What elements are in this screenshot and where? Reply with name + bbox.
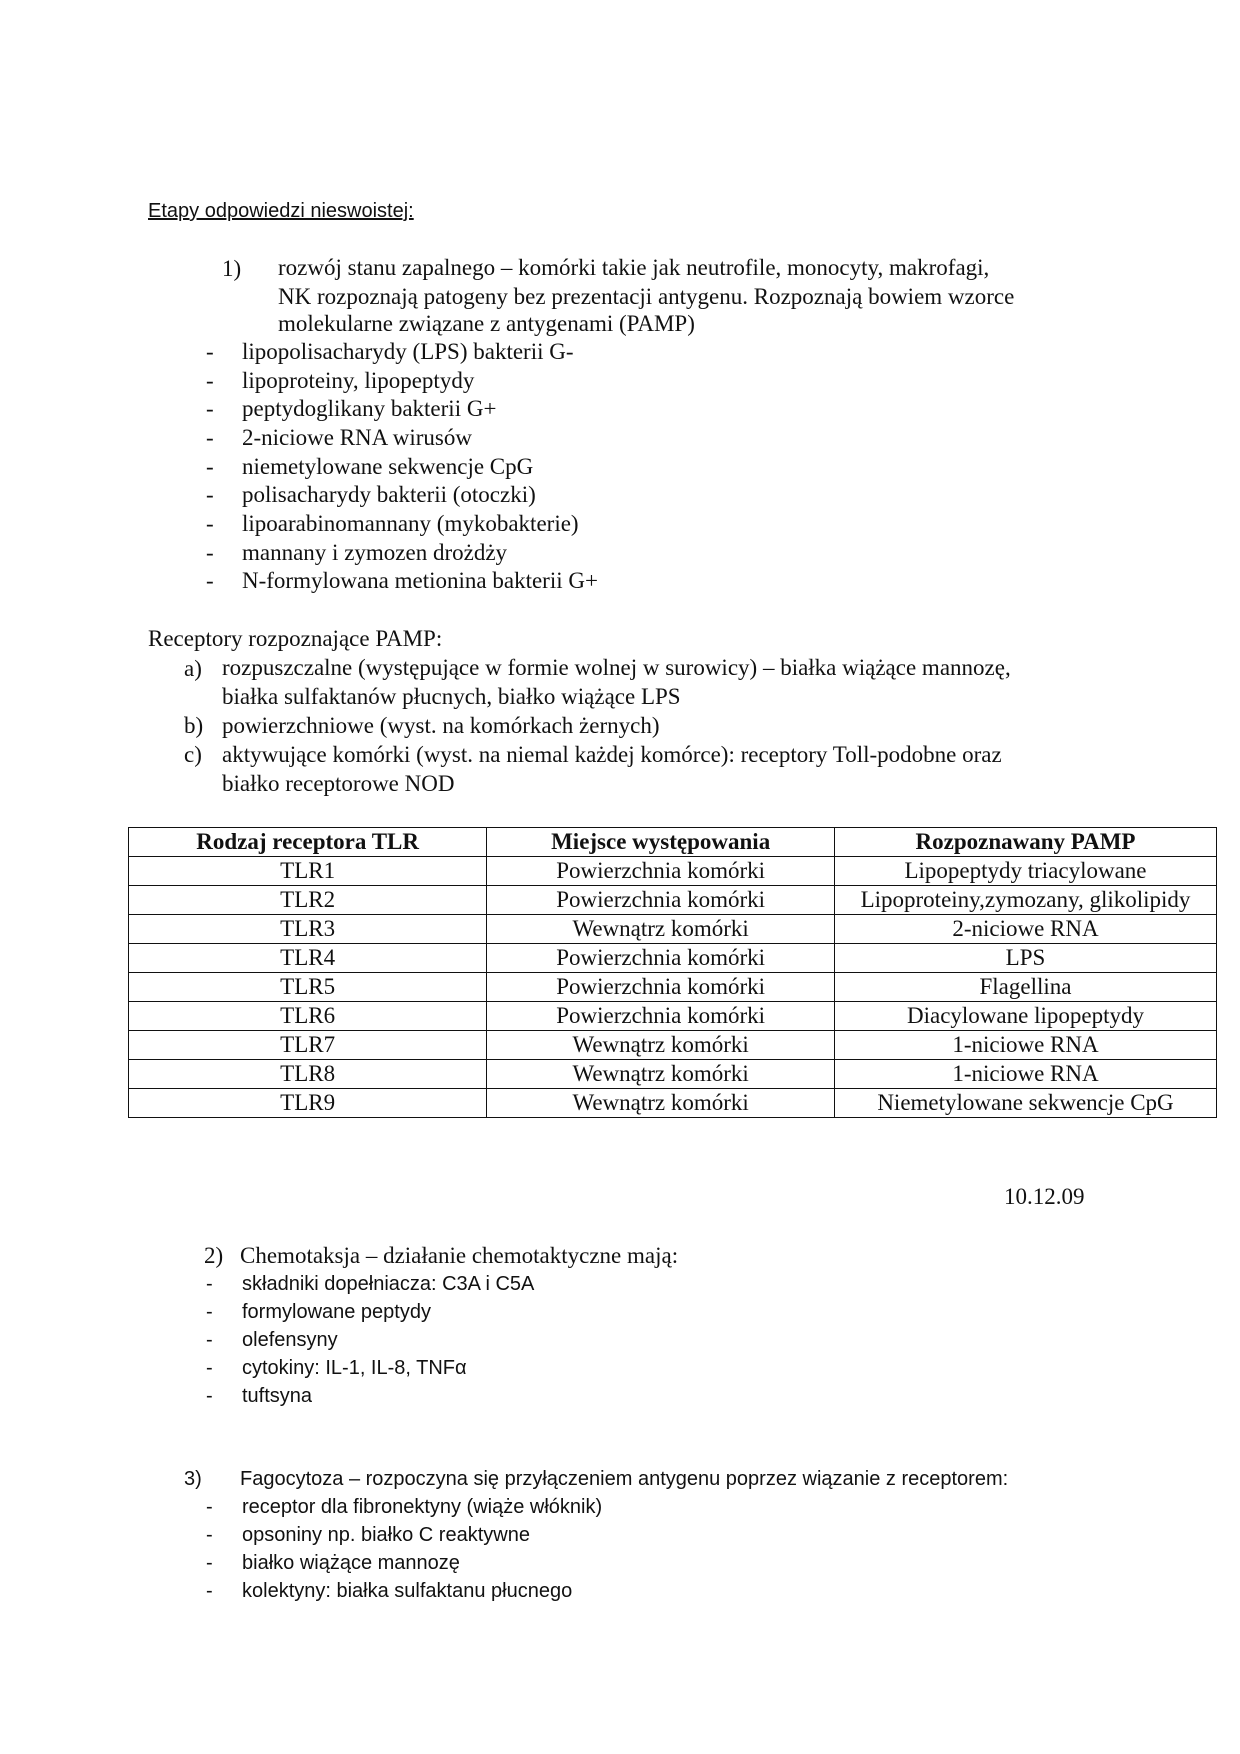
list-item-text: formylowane peptydy xyxy=(242,1301,431,1323)
dash-bullet: - xyxy=(206,1357,213,1379)
cell-pamp: Diacylowane lipopeptydy xyxy=(834,1002,1216,1031)
cell-location: Wewnątrz komórki xyxy=(487,915,835,944)
receptors-b-line-1: powierzchniowe (wyst. na komórkach żernych) xyxy=(222,713,660,738)
list-item-text: opsoniny np. białko C reaktywne xyxy=(242,1524,530,1546)
dash-bullet: - xyxy=(206,1496,213,1518)
section3-number: 3) xyxy=(184,1468,202,1490)
list-item-text: lipoarabinomannany (mykobakterie) xyxy=(242,511,579,536)
cell-pamp: LPS xyxy=(834,944,1216,973)
receptors-a-label: a) xyxy=(184,656,202,681)
cell-location: Wewnątrz komórki xyxy=(487,1031,835,1060)
table-row xyxy=(129,857,1217,886)
section2-title: Chemotaksja – działanie chemotaktyczne mają: xyxy=(240,1243,679,1268)
list-item-text: niemetylowane sekwencje CpG xyxy=(242,454,534,479)
list-item-text: peptydoglikany bakterii G+ xyxy=(242,396,497,421)
dash-bullet: - xyxy=(206,482,214,507)
dash-bullet: - xyxy=(206,339,214,364)
column-header-receptor-type: Rodzaj receptora TLR xyxy=(129,828,487,857)
receptors-c-line-1-text: aktywujące komórki (wyst. na niemal każdej komórce): receptory Toll-podobne oraz xyxy=(222,742,1002,767)
cell-location: Powierzchnia komórki xyxy=(487,973,835,1002)
cell-location: Powierzchnia komórki xyxy=(487,944,835,973)
cell-pamp: Flagellina xyxy=(834,973,1216,1002)
receptors-a-line-2: białka sulfaktanów płucnych, białko wiążące LPS xyxy=(222,684,681,709)
cell-pamp: 2-niciowe RNA xyxy=(834,915,1216,944)
cell-receptor: TLR9 xyxy=(129,1089,487,1118)
cell-pamp: 1-niciowe RNA xyxy=(834,1060,1216,1089)
table-row xyxy=(129,1060,1217,1089)
cell-location: Powierzchnia komórki xyxy=(487,886,835,915)
list-item-text: białko wiążące mannozę xyxy=(242,1552,460,1574)
cell-pamp: Lipopeptydy triacylowane xyxy=(834,857,1216,886)
section3-title: Fagocytoza – rozpoczyna się przyłączeniem antygenu poprzez wiązanie z receptorem: xyxy=(240,1468,1009,1490)
dash-bullet: - xyxy=(206,1552,213,1574)
cell-receptor: TLR3 xyxy=(129,915,487,944)
dash-bullet: - xyxy=(206,1385,213,1407)
cell-receptor: TLR4 xyxy=(129,944,487,973)
list-item-text: olefensyny xyxy=(242,1329,338,1351)
receptors-c-label: c) xyxy=(184,742,202,767)
page-heading: Etapy odpowiedzi nieswoistej: xyxy=(148,200,414,222)
table-header-row xyxy=(129,828,1217,857)
dash-bullet: - xyxy=(206,540,214,565)
dash-bullet: - xyxy=(206,568,214,593)
list-item-text: N-formylowana metionina bakterii G+ xyxy=(242,568,598,593)
list-item-text: lipoproteiny, lipopeptydy xyxy=(242,368,475,393)
dash-bullet: - xyxy=(206,511,214,536)
table-row xyxy=(129,1089,1217,1118)
cell-location: Powierzchnia komórki xyxy=(487,857,835,886)
cell-receptor: TLR2 xyxy=(129,886,487,915)
section1-line-2-text: NK rozpoznają patogeny bez prezentacji antygenu. Rozpoznają bowiem wzorce xyxy=(278,284,1015,309)
column-header-location: Miejsce występowania xyxy=(487,828,835,857)
cell-receptor: TLR1 xyxy=(129,857,487,886)
receptors-a-line-1 xyxy=(222,653,1091,682)
list-item-text: kolektyny: białka sulfaktanu płucnego xyxy=(242,1580,573,1602)
list-item-text: polisacharydy bakterii (otoczki) xyxy=(242,482,536,507)
table-row xyxy=(129,1002,1217,1031)
section1-line-2 xyxy=(278,282,1091,311)
cell-pamp: 1-niciowe RNA xyxy=(834,1031,1216,1060)
table-row xyxy=(129,973,1217,1002)
list-item-text: cytokiny: IL-1, IL-8, TNFα xyxy=(242,1357,467,1379)
list-item-text: mannany i zymozen drożdży xyxy=(242,540,508,565)
section1-number: 1) xyxy=(222,256,242,281)
receptors-c-line-1 xyxy=(222,740,1091,769)
tlr-table xyxy=(128,827,1217,1118)
cell-receptor: TLR7 xyxy=(129,1031,487,1060)
receptors-c-line-2: białko receptorowe NOD xyxy=(222,771,455,796)
section1-line-1 xyxy=(278,253,1091,282)
list-item-text: tuftsyna xyxy=(242,1385,313,1407)
dash-bullet: - xyxy=(206,454,214,479)
cell-receptor: TLR6 xyxy=(129,1002,487,1031)
table-row xyxy=(129,886,1217,915)
cell-receptor: TLR8 xyxy=(129,1060,487,1089)
dash-bullet: - xyxy=(206,1329,213,1351)
list-item-text: lipopolisacharydy (LPS) bakterii G- xyxy=(242,339,574,364)
cell-receptor: TLR5 xyxy=(129,973,487,1002)
dash-bullet: - xyxy=(206,1301,213,1323)
dash-bullet: - xyxy=(206,368,214,393)
table-row xyxy=(129,944,1217,973)
cell-location: Wewnątrz komórki xyxy=(487,1089,835,1118)
column-header-pamp: Rozpoznawany PAMP xyxy=(834,828,1216,857)
list-item-text: receptor dla fibronektyny (wiąże włóknik) xyxy=(242,1496,603,1518)
receptors-b-label: b) xyxy=(184,713,204,738)
receptors-title: Receptory rozpoznające PAMP: xyxy=(148,626,443,651)
section1-line-3: molekularne związane z antygenami (PAMP) xyxy=(278,311,695,336)
list-item-text: 2-niciowe RNA wirusów xyxy=(242,425,472,450)
table-row xyxy=(129,1031,1217,1060)
cell-location: Wewnątrz komórki xyxy=(487,1060,835,1089)
dash-bullet: - xyxy=(206,425,214,450)
table-row xyxy=(129,915,1217,944)
cell-pamp: Lipoproteiny,zymozany, glikolipidy xyxy=(834,886,1216,915)
dash-bullet: - xyxy=(206,396,214,421)
list-item-text: składniki dopełniacza: C3A i C5A xyxy=(242,1273,535,1295)
dash-bullet: - xyxy=(206,1273,213,1295)
cell-location: Powierzchnia komórki xyxy=(487,1002,835,1031)
dash-bullet: - xyxy=(206,1524,213,1546)
cell-pamp: Niemetylowane sekwencje CpG xyxy=(834,1089,1216,1118)
receptors-a-line-1-text: rozpuszczalne (występujące w formie wolnej w surowicy) – białka wiążące mannozę, xyxy=(222,655,1011,680)
date-label: 10.12.09 xyxy=(1004,1184,1085,1209)
section1-line-1-text: rozwój stanu zapalnego – komórki takie jak neutrofile, monocyty, makrofagi, xyxy=(278,255,990,280)
dash-bullet: - xyxy=(206,1580,213,1602)
section2-number: 2) xyxy=(204,1243,224,1268)
